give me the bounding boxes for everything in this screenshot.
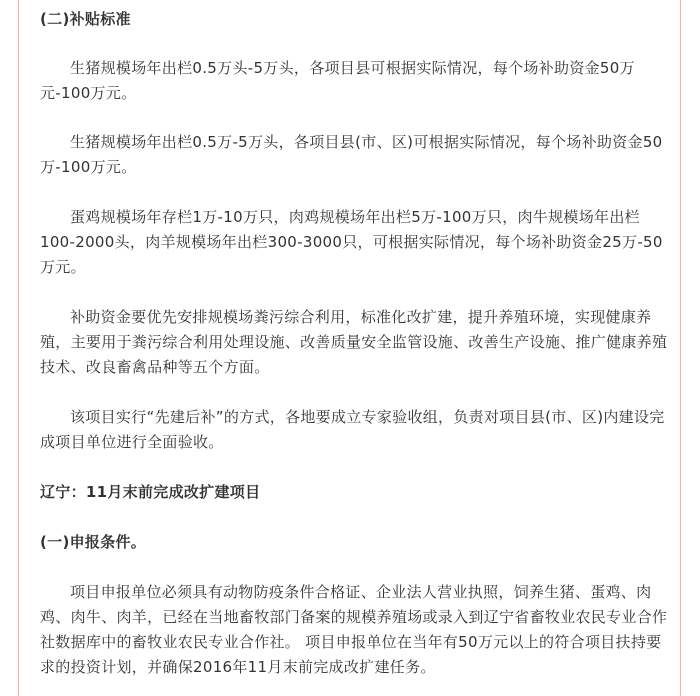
section-heading-liaoning: 辽宁：11月末前完成改扩建项目	[40, 483, 261, 501]
section-heading-subsidy-standard: (二)补贴标准	[40, 10, 131, 28]
section-heading-application-conditions: (一)申报条件。	[40, 533, 147, 551]
paragraph-application-requirements: 项目申报单位必须具有动物防疫条件合格证、企业法人营业执照，饲养生猪、蛋鸡、肉鸡、肉牛、肉羊，已经在当地畜牧部门备案的规模养殖场或录入到辽宁省畜牧业农民专业合作社数据库中的畜牧业农民专业合作社。 项目申报单位在当年有50万元以上的符合项目扶持要求的投资计划，并确保2016年11月末前完成改扩建任务。	[40, 583, 668, 676]
paragraph-pig-farm-subsidy-1: 生猪规模场年出栏0.5万头-5万头，各项目县可根据实际情况，每个场补助资金50万元-100万元。	[40, 59, 635, 102]
paragraph-pig-farm-subsidy-2: 生猪规模场年出栏0.5万-5万头，各项目县(市、区)可根据实际情况，每个场补助资金50万-100万元。	[40, 133, 663, 176]
paragraph-acceptance-method: 该项目实行“先建后补”的方式，各地要成立专家验收组，负责对项目县(市、区)内建设完成项目单位进行全面验收。	[40, 408, 665, 451]
paragraph-subsidy-usage: 补助资金要优先安排规模场粪污综合利用，标准化改扩建，提升养殖环境，实现健康养殖，主要用于粪污综合利用处理设施、改善质量安全监管设施、改善生产设施、推广健康养殖技术、改良畜禽品种等五个方面。	[40, 308, 668, 376]
paragraph-poultry-cattle-sheep-subsidy: 蛋鸡规模场年存栏1万-10万只，肉鸡规模场年出栏5万-100万只，肉牛规模场年出栏100-2000头，肉羊规模场年出栏300-3000只，可根据实际情况，每个场补助资金25万-50万元。	[40, 208, 663, 276]
